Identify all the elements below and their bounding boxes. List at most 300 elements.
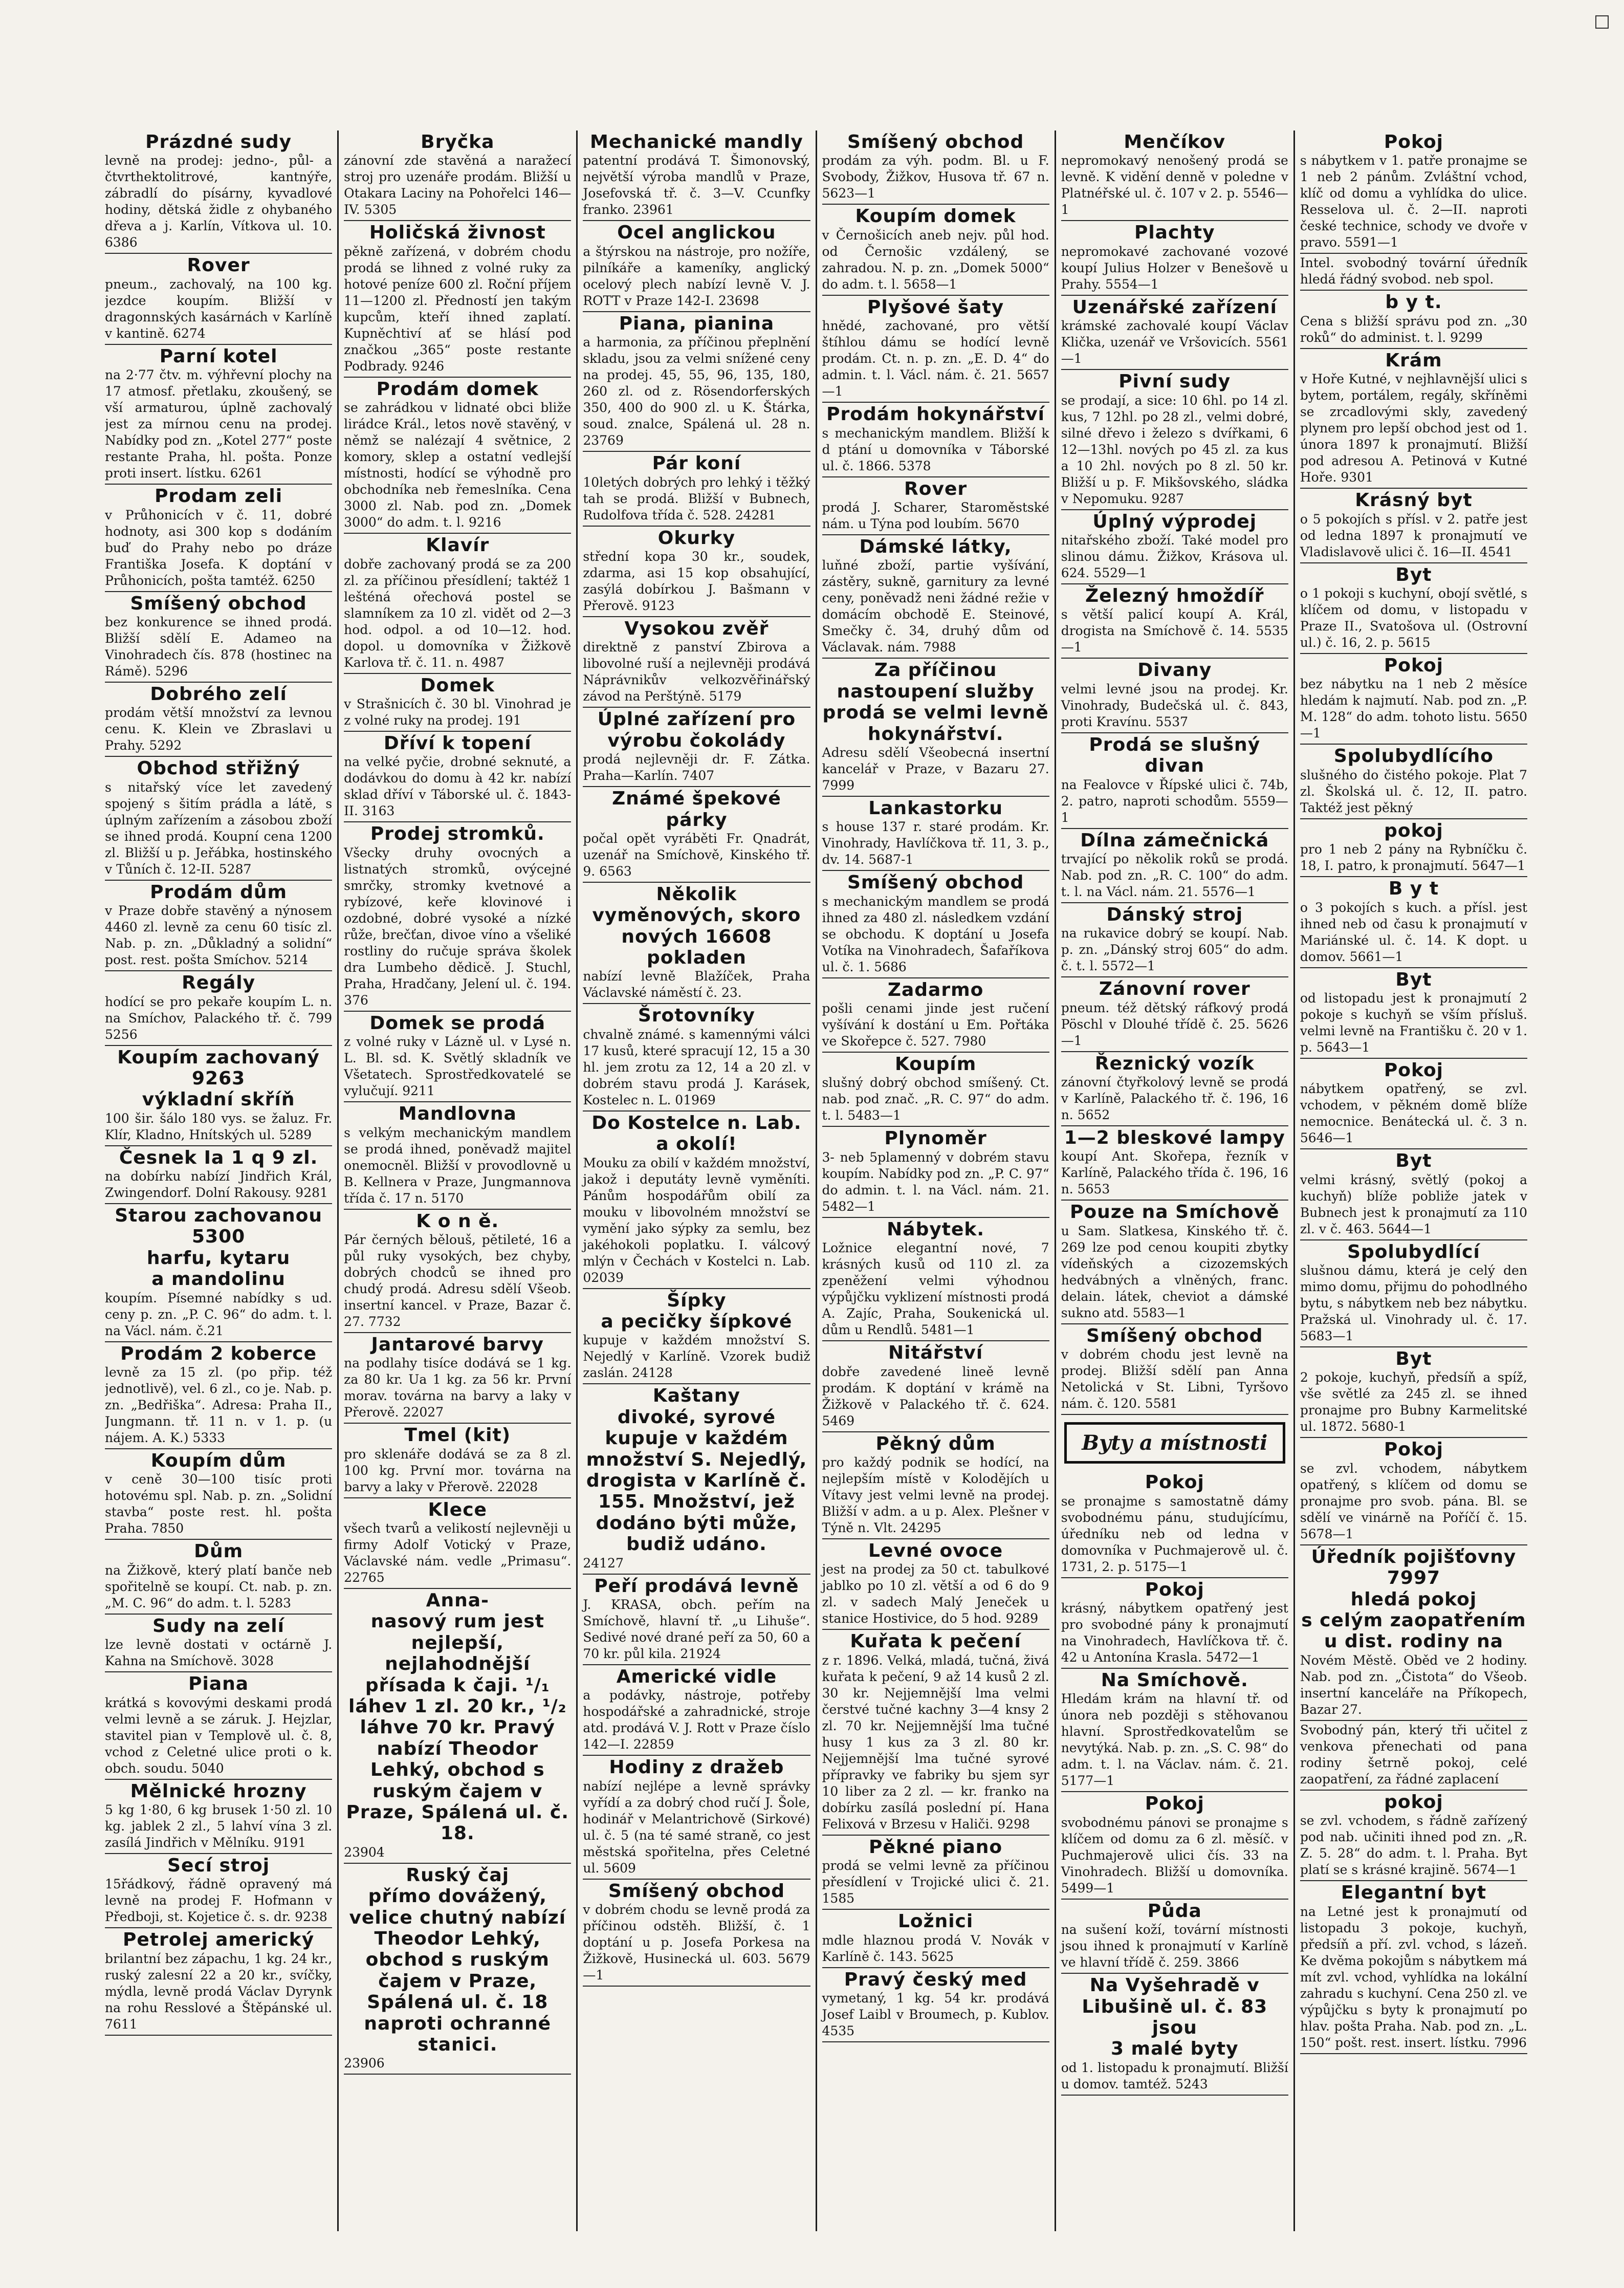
ad-heading: pokoj — [1384, 820, 1443, 841]
ad-body: levně na prodej: jedno-, půl- a čtvrthektolitrové, kantnýře, zábradlí do písárny, kyvadlové hodiny, dětská židle z ohybaného dřeva a j. Karlín, Vítkova ul. 10. 6386 — [105, 153, 333, 250]
ad-heading: Nábytek. — [887, 1218, 985, 1240]
ad-body: s nábytkem v 1. patře pronajme se 1 neb 2 pánům. Zvláštní vchod, klíč od domu a vyhlídka do ulice. Resselova ul. č. 2—II. naproti české technice, schody ve dvoře v pravo. 5591—1 — [1300, 153, 1528, 250]
ad-heading: B y t — [1388, 878, 1439, 900]
classified-ad — [1061, 296, 1288, 370]
classified-ad — [1061, 977, 1288, 1052]
ad-body: nabízí levně Blažíček, Praha Václavské náměstí č. 23. — [583, 969, 810, 1000]
classified-ad — [1300, 968, 1527, 1059]
ad-body: v Průhonicích v č. 11, dobré hodnoty, asi 300 kop s dodáním buď do Prahy nebo po dráze Františka Josefa. K doptání v Průhonicích, pošta tamtéž. 6250 — [105, 507, 333, 588]
ad-body: v ceně 30—100 tisíc proti hotovému spl. Nab. p. zn. „Solidní stavba“ poste rest. hl. pošta Praha. 7850 — [105, 1472, 333, 1536]
ad-heading: Železný hmoždíř — [1085, 585, 1264, 606]
classified-ad — [583, 527, 810, 617]
ad-body: krásný, nábytkem opatřený jest pro svobodné pány k pronajmutí na Vinohradech, Havlíčkova tř. č. 42 u Antonína Krasla. 5472—1 — [1061, 1601, 1288, 1665]
classified-ad — [344, 1864, 571, 2075]
ad-heading: Koupím domek — [855, 206, 1016, 227]
classified-ad — [583, 708, 810, 787]
ad-heading: Prodá se slušný divan — [1089, 734, 1261, 777]
ad-heading: Starou zachovanou 5300 harfu, kytaru a mandolinu — [115, 1205, 322, 1290]
classified-ad — [822, 659, 1049, 797]
ad-heading: Pěkný dům — [875, 1433, 996, 1454]
classified-ad — [1061, 221, 1288, 295]
classified-ad — [344, 534, 571, 673]
classified-ad — [1061, 1578, 1288, 1669]
ad-heading: Klavír — [426, 535, 490, 556]
classified-ad — [822, 1432, 1049, 1539]
ad-body: na velké pyčie, drobné seknuté, a dodávkou do domu à 42 kr. nabízí sklad dříví v Táborské ul. č. 1843-II. 3163 — [344, 754, 572, 819]
ad-body: pneum., zachovalý, na 100 kg. jezdce koupím. Bližší v dragonnských kasárnách v Karlíně v kantině. 6274 — [105, 276, 333, 341]
ad-heading: Prodám hokynářství — [826, 404, 1045, 425]
classified-ad — [1061, 659, 1288, 733]
ad-body: pro 1 neb 2 pány na Rybníčku č. 18, I. patro, k pronajmutí. 5647—1 — [1300, 842, 1528, 874]
classified-ad — [822, 1218, 1049, 1341]
classified-ad — [1061, 1900, 1288, 1974]
classified-ad — [1061, 1201, 1288, 1324]
ad-heading: Prodam zeli — [155, 486, 283, 507]
ad-heading: Mechanické mandly — [590, 132, 803, 152]
classified-ad — [1061, 1052, 1288, 1126]
ad-body: a podávky, nástroje, potřeby hospodářské a zahradnické, stroje atd. prodává V. J. Rott v Praze číslo 142—I. 22859 — [583, 1688, 810, 1752]
ad-heading: Šrotovníky — [638, 1005, 756, 1027]
ad-body: bez konkurence se ihned prodá. Bližší sdělí E. Adameo na Vinohradech čís. 878 (hostinec na Rámě). 5296 — [105, 614, 333, 679]
ad-body: svobodnému pánovi se pronajme s klíčem od domu za 6 zl. měsíč. v Puchmajerově ulici čís. 33 na Vinohradech. Bližší u domovníka. 5499—1 — [1061, 1815, 1288, 1895]
ad-heading: Krám — [1385, 350, 1442, 371]
ad-body: prodá nejlevněji dr. F. Zátka. Praha—Karlín. 7407 — [583, 752, 810, 783]
ad-heading: Pěkné piano — [869, 1836, 1003, 1858]
ad-body: 23904 — [344, 1844, 385, 1860]
classified-ad — [1061, 584, 1288, 659]
classified-ad — [1061, 1471, 1288, 1578]
ad-body: na Letné jest k pronajmutí od listopadu 3 pokoje, kuchyň, předsíň a pří. zvl. vchod, s lázeň. Ke dvěma pokojům s nábytkem má mít zvl. vchod, vyhlídka na lokální zahradu s kuchyní. Cena 250 zl. ve výpůjčku s byty k pronajmutí po hlav. pošta Praha. Nab. pod zn. „L. 150“ pošt. rest. insert. lístku. 7996 — [1300, 1904, 1528, 2050]
classified-ad — [822, 296, 1049, 403]
classified-ad — [583, 1880, 810, 1987]
classified-ad — [822, 1836, 1049, 1910]
ad-body: Intel. svobodný tovární úředník hledá řádný svobod. neb spol. — [1300, 255, 1528, 287]
ad-body: v Strašnicích č. 30 bl. Vinohrad je z volné ruky na prodej. 191 — [344, 696, 572, 728]
ad-body: se zvl. vchodem, nábytkem opatřený, s klíčem od domu se pronajme pro svob. pána. Bl. se sdělí ve vinárně na Poříčí č. 15. 5678—1 — [1300, 1461, 1528, 1541]
ad-heading: Vysokou zvěř — [624, 618, 769, 639]
ad-heading: Pouze na Smíchově — [1070, 1202, 1280, 1223]
ad-body: 5 kg 1·80, 6 kg brusek 1·50 zl. 10 kg. jablek 2 zl., 5 lahví vína 3 zl. zasílá Jindřich v Mělníku. 9191 — [105, 1802, 333, 1850]
ad-body: koupí Ant. Skořepa, řezník v Karlíně, Palackého třída č. 196, 16 n. 5653 — [1061, 1149, 1288, 1197]
ad-body: 2 pokoje, kuchyň, předsíň a spíž, vše světlé za 245 zl. se ihned pronajme pro Bubny Karmelitské ul. 1872. 5680-1 — [1300, 1370, 1528, 1434]
ad-body: pro sklenáře dodává se za 8 zl. 100 kg. První mor. továrna na barvy a laky v Přerově. 22028 — [344, 1446, 572, 1494]
ad-body: koupím. Písemné nabídky s ud. ceny p. zn. „P. C. 96“ do adm. t. l. na Václ. nám. č.21 — [105, 1290, 333, 1338]
classified-ad — [822, 1968, 1049, 2042]
ad-body: zánovní čtyřkolový levně se prodá v Karlíně, Palackého tř. č. 196, 16 n. 5652 — [1061, 1075, 1288, 1123]
ad-body: J. KRASA, obch. peřím na Smíchově, hlavní tř. „u Lihuše“. Sedivé nové drané peří za 50, 60 a 70 kr. půl kila. 21924 — [583, 1597, 810, 1661]
ad-heading: Úplné zařízení pro výrobu čokolády — [597, 709, 796, 751]
ad-heading: Americké vidle — [616, 1666, 777, 1687]
ad-body: brilantní bez zápachu, 1 kg. 24 kr., ruský zalesní 22 a 20 kr., svíčky, mýdla, levně prodá Václav Dyrynk na rohu Resslové a Štěpánské ul. 7611 — [105, 1951, 333, 2032]
ad-heading: Krásný byt — [1355, 490, 1473, 511]
ad-heading: Smíšený obchod — [847, 132, 1024, 152]
ad-heading: Pokoj — [1145, 1579, 1204, 1600]
ad-body: Mouku za obilí v každém množství, jakož i deputáty levně vyměníti. Pánům hospodářům obilí za mouku v libovolném množství se vymění jako sýpky za semlu, bez jakéhokoli poplatku. I. válcový mlýn v Čechách v Kostelci n. Lab. 02039 — [583, 1155, 810, 1285]
ad-heading: Pár koní — [652, 453, 741, 474]
ad-heading: Spolubydlícího — [1333, 746, 1494, 767]
ad-heading: Jantarové barvy — [371, 1334, 544, 1355]
classified-ad — [344, 1012, 571, 1102]
ad-body: a štýrskou na nástroje, pro nožíře, pilníkáře a kameníky, anglický ocelový plech nabízí levně V. J. ROTT v Praze 142-I. 23698 — [583, 244, 810, 308]
ad-body: nábytkem opatřený, se zvl. vchodem, v pěkném domě blíže nemocnice. Benátecká ul. č. 3 n. 5646—1 — [1300, 1081, 1528, 1146]
ad-heading: Pokoj — [1384, 132, 1444, 152]
classified-ad — [105, 757, 332, 880]
classified-ad — [344, 732, 571, 822]
ad-body: o 1 pokoji s kuchyní, obojí světlé, s klíčem od domu, v listopadu v Praze II., Svatošova ul. (Ostrovní ul.) č. 16, 2. p. 5615 — [1300, 585, 1528, 650]
ad-heading: K o n ě. — [416, 1210, 499, 1232]
ad-body: krámské zachovalé koupí Václav Klička, uzenář ve Vršovicích. 5561—1 — [1061, 318, 1288, 366]
ad-body: Svobodný pán, který tři učitel z venkova přenechati od pana rodiny šetrně pokoj, celé zaopatření, za řádné zaplacení — [1300, 1722, 1528, 1786]
ad-body: Hledám krám na hlavní tř. od února neb později s stěhovanou hlavní. Sprostředkovatelům se nevytýká. Nab. p. zn. „S. C. 98“ do adm. t. l. na Václav. nám. č. 21. 5177—1 — [1061, 1691, 1288, 1789]
ad-body: velmi levné jsou na prodej. Kr. Vinohrady, Budečská ul. č. 843, proti Kravínu. 5537 — [1061, 681, 1288, 729]
ad-body: v dobrém chodu jest levně na prodej. Bližší sdělí pan Anna Netolická v St. Libni, Tyršovo nám. č. 120. 5581 — [1061, 1347, 1288, 1411]
ad-body: se zahrádkou v lidnaté obci bliže lirádce Král., letos nově stavěný, v němž se nalézají 4 světnice, 2 komory, sklep a ostatní vedlejší místnosti, hodící se výhodně pro obchodníka neb řemeslníka. Cena 3000 zl. Nab. pod zn. „Domek 3000“ do adm. t. l. 9216 — [344, 400, 572, 530]
ad-body: na 2·77 čtv. m. výhřevní plochy na 17 atmosf. přetlaku, zkoušený, se vší armaturou, úplně zachovalý jest za mírnou cenu na prodej. Nabídky pod zn. „Kotel 277“ poste restante Praha, hl. pošta. Ponze proti insert. lístku. 6261 — [105, 367, 333, 481]
classified-ad — [1061, 370, 1288, 510]
classified-ad — [105, 1854, 332, 1928]
ad-heading: Několik vyměnových, skoro nových 16608 pokladen — [592, 883, 801, 969]
ad-heading: Byt — [1395, 1348, 1432, 1370]
ad-heading: Šípky a pecičky šípkové — [601, 1290, 793, 1333]
classified-ad — [344, 1210, 571, 1333]
ad-heading: 1—2 bleskové lampy — [1064, 1127, 1285, 1149]
ad-body: slušnou dámu, která je celý den mimo domu, přijmu do pohodlného bytu, s nábytkem neb bez nábytku. Pražská ul. Vinohrady ul. č. 17. 5683—1 — [1300, 1263, 1528, 1344]
ad-body: Adresu sdělí Všeobecná insertní kancelář v Praze, v Bazaru 27. 7999 — [822, 745, 1049, 793]
ad-body: 100 šir. šálo 180 vys. se žaluz. Fr. Klír, Kladno, Hnítských ul. 5289 — [105, 1110, 333, 1142]
ad-body: hnědé, zachované, pro větší štíhlou dámu se hodící levně prodám. Ct. n. p. zn. „E. D. 4“ do admin. t. l. Václ. nám. č. 21. 5657—1 — [822, 318, 1049, 399]
ad-body: slušného do čistého pokoje. Plat 7 zl. Školská ul. č. 12, II. patro. Taktéž jest pěkný — [1300, 767, 1528, 815]
ad-body: na podlahy tisíce dodává se 1 kg. za 80 kr. Ua 1 kg. za 56 kr. První morav. továrna na barvy a laky v Přerově. 22027 — [344, 1356, 572, 1420]
classified-ad — [583, 1575, 810, 1665]
classified-ad — [344, 1102, 571, 1209]
classified-ad — [1061, 1324, 1288, 1415]
ad-body: prodá se velmi levně za příčinou přesídlení v Trojické ulici č. 21. 1585 — [822, 1858, 1049, 1906]
classified-ad — [583, 312, 810, 452]
ad-heading: pokoj — [1384, 1791, 1443, 1813]
classified-ad — [583, 1004, 810, 1111]
classified-ad — [583, 1112, 810, 1289]
ad-body: 24127 — [583, 1555, 624, 1571]
ad-body: s velkým mechanickým mandlem se prodá ihned, poněvadž majitel onemocněl. Bližší v provodlovně u B. Kellnera v Praze, Jungmannova třída č. 17 n. 5170 — [344, 1125, 572, 1206]
ad-body: zánovní zde stavěná a naražecí stroj pro uzenáře prodám. Bližší u Otakara Laciny na Pohořelci 146—IV. 5305 — [344, 153, 572, 217]
ad-heading: Úředník pojišťovny 7997 hledá pokoj s celým zaopatřením u dist. rodiny na — [1301, 1546, 1526, 1652]
ad-body: trvající po několik roků se prodá. Nab. pod zn. „R. C. 100“ do adm. t. l. na Václ. nám. 21. 5576—1 — [1061, 851, 1288, 899]
ad-heading: Plachty — [1134, 222, 1215, 244]
section-banner: Byty a místnosti — [1064, 1422, 1285, 1464]
classified-ad — [105, 254, 332, 344]
ad-body: Ložnice elegantní nové, 7 krásných kusů od 110 zl. za zpeněžení velmi výhodnou výpůjčku vyklizení místnosti prodá A. Zajíc, Praha, Soukenická ul. dům u Rendlů. 5481—1 — [822, 1240, 1049, 1338]
ad-heading: Tmel (kit) — [404, 1425, 511, 1446]
ad-body: krátká s kovovými deskami prodá velmi levně a se záruk. J. Hejzlar, stavitel pian v Templově ul. č. 8, vchod z Celetné ulice proti o k. obch. soudu. 5040 — [105, 1695, 333, 1776]
ad-heading: Prodám dům — [150, 881, 288, 903]
ad-heading: Koupím dům — [150, 1450, 287, 1472]
ad-body: s nitařský více let zavedený spojený s šitím prádla a látě, s úplným zařízením a zásobou zboží se ihned prodá. Koupní cena 1200 zl. Bližší u p. Jeřábka, hostinského v Tůních č. 12-II. 5287 — [105, 779, 333, 877]
classified-ad — [1300, 130, 1527, 254]
classified-ad — [1300, 291, 1527, 348]
classified-ad — [583, 221, 810, 312]
ad-heading: Menčíkov — [1124, 132, 1226, 152]
ad-heading: Piana — [188, 1673, 249, 1695]
ad-body: bez nábytku na 1 neb 2 měsíce hledám k najmutí. Nab. pod zn. „P. M. 128“ do adm. tohoto listu. 5650—1 — [1300, 677, 1528, 741]
ad-heading: Levné ovoce — [868, 1540, 1003, 1562]
ad-body: od 1. listopadu k pronajmutí. Bližší u domov. tamtéž. 5243 — [1061, 2060, 1288, 2091]
classified-ad — [1300, 1721, 1527, 1791]
ad-heading: Divany — [1137, 660, 1212, 681]
ad-heading: Česnek Ia 1 q 9 zl. — [119, 1147, 318, 1168]
classified-ad — [822, 1910, 1049, 1968]
classified-ad — [105, 1046, 332, 1146]
classified-ad — [583, 883, 810, 1005]
classified-ad — [1300, 1240, 1527, 1347]
ad-body: Pár černých bělouš, pětileté, 16 a půl ruky vysokých, bez chyby, dobrých chodců se ihned pro chudý prodá. Adresu sdělí Všeob. insertní kancel. v Praze, Bazar č. 27. 7732 — [344, 1232, 572, 1329]
ad-heading: Koupím zachovaný 9263 výkladní skříň — [117, 1047, 320, 1110]
ad-body: luňné zboží, partie vyšívání, zástěry, sukně, garnitury za levné ceny, poněvadž neni žádné režie v domácím obchodě E. Steinové, Smečky č. 34, druhý dům od Václavak. nám. 7988 — [822, 558, 1049, 655]
classified-ad — [344, 1498, 571, 1589]
ad-heading: Parní kotel — [159, 345, 278, 367]
ad-heading: Pokoj — [1145, 1793, 1204, 1815]
ad-body: se prodají, a sice: 10 6hl. po 14 zl. kus, 7 12hl. po 28 zl., velmi dobré, silné dřevo i železo s dvířkami, 6 12—13hl. nových po 45 zl. za kus a 10 2hl. nových po 8 zl. 50 kr. Bližší u p. F. Mikšovského, sládka v Nepomuku. 9287 — [1061, 393, 1288, 506]
classified-ad — [1300, 1347, 1527, 1438]
classified-ad — [344, 221, 571, 377]
classified-ad — [1061, 1792, 1288, 1899]
ad-heading: Dánský stroj — [1106, 904, 1243, 925]
ad-heading: Půda — [1147, 1900, 1202, 1922]
ad-body: v Praze dobře stavěný a nýnosem 4460 zl. levně za cenu 60 tisíc zl. Nab. p. zn. „Důkladný a solidní“ post. rest. pošta Smíchov. 5214 — [105, 903, 333, 968]
ad-heading: Prodám 2 koberce — [120, 1343, 317, 1364]
classified-ad — [822, 477, 1049, 535]
ad-body: direktně z panství Zbirova a libovolné ruší a nejlevněji prodává Náprávnikův velkozvěřinářský závod na Perštýně. 5179 — [583, 640, 810, 704]
ad-body: se zvl. vchodem, s řádně zařízený pod nab. učiniti ihned pod zn. „R. Z. 5. 28“ do adm. t. l. Praha. Byt platí se s krásné krajině. 5674—1 — [1300, 1813, 1528, 1878]
ad-body: Novém Městě. Oběd ve 2 hodiny. Nab. pod zn. „Čistota“ do Všeob. insertní kanceláře na Příkopech, Bazar 27. — [1300, 1652, 1528, 1717]
ad-heading: Byt — [1395, 1150, 1432, 1172]
ad-heading: Klece — [428, 1499, 487, 1520]
ad-body: z r. 1896. Velká, mladá, tučná, živá kuřata k pečení, 9 až 14 kusů 2 zl. 30 kr. Nejjemnější lma velmi čerstvé tučné kachny 3—4 knsy 2 zl. 70 kr. Nejjemnější lma tučné husy 1 kus za 3 zl. 80 kr. Nejjemnější lma tučné syrové přípravky ve fabriky bu sjem syr 10 liber za 2 zl. — kr. franko na dobírku zasílá poslední pí. Hana Felixová v Brzesu v Haliči. 9298 — [822, 1652, 1049, 1832]
corner-registration-mark — [1595, 15, 1609, 29]
classified-column — [1295, 130, 1527, 2231]
ad-body: nitařského zboží. Také model pro slinou dámu. Žižkov, Krásova ul. 624. 5529—1 — [1061, 532, 1288, 580]
classified-ad — [105, 130, 332, 254]
ad-heading: Zadarmo — [887, 979, 984, 1000]
ad-body: velmi krásný, světlý (pokoj a kuchyň) blíže pobliže jatek v Bubnech jest k pronajmutí za 110 zl. v č. 463. 5644—1 — [1300, 1172, 1528, 1236]
ad-heading: Pravý český med — [844, 1969, 1027, 1990]
classified-ad — [105, 881, 332, 971]
ad-body: kupuje v každém množství S. Nejedlý v Karlíně. Vzorek budiž zaslán. 24128 — [583, 1333, 810, 1381]
ad-heading: Anna- nasový rum jest nejlepší, nejlahodnější přísada k čaji. ¹/₁ láhev 1 zl. 20 kr., ¹/₂ láhve 70 kr. Pravý nabízí Theodor Lehký, obchod s ruským čajem v Praze, Spálená ul. č. 18. — [346, 1590, 569, 1844]
classified-ad — [1061, 510, 1288, 584]
ad-heading: Domek se prodá — [369, 1012, 546, 1034]
ad-heading: Na Smíchově. — [1101, 1670, 1248, 1691]
ad-body: pošli cenami jinde jest ručení vyšívání k dostání u Em. Pořtáka ve Skořepce č. 527. 7980 — [822, 1001, 1049, 1049]
classified-ad — [105, 1928, 332, 2035]
ad-body: dobře zachovaný prodá se za 200 zl. za příčinou přesídlení; taktéž 1 lešténá ořechová postel se slamníkem za 10 zl. vidět od 2—3 hod. odpol. a od 10—12. hod. dopol. u domovníka v Žižkově Karlova tř. č. 11. n. 4987 — [344, 556, 572, 670]
ad-body: od listopadu jest k pronajmutí 2 pokoje s kuchyň se vším přísluš. velmi levně na Františku č. 20 v 1. p. 5643—1 — [1300, 990, 1528, 1055]
classified-ad — [105, 592, 332, 683]
classified-ad — [1061, 130, 1288, 221]
ad-heading: Byt — [1395, 564, 1432, 585]
classified-ad — [1300, 349, 1527, 489]
ad-body: levně za 15 zl. (po přip. též jednotlivě), vel. 6 zl., co je. Nab. p. zn. „Bedřiška“. Adresa: Praha II., Jungmann. tř. 11 n. v 1. p. (u nájem. A. K.) 5333 — [105, 1365, 333, 1446]
classified-ad — [583, 1665, 810, 1756]
ad-heading: Smíšený obchod — [1086, 1325, 1263, 1346]
ad-body: o 5 pokojích s přísl. v 2. patře jest od ledna 1897 k pronajmutí ve Vladislavově ulici č. 16—II. 4541 — [1300, 511, 1528, 559]
ad-body: pro každý podnik se hodící, na nejlepším místě v Kolodějích u Vítavy jest velmi levně na prodej. Bližší v adm. a u p. Alex. Plešner v Týně n. Vlt. 24295 — [822, 1455, 1049, 1536]
ad-heading: b y t. — [1385, 292, 1442, 313]
ad-heading: Dobrého zelí — [150, 683, 287, 705]
classified-ad — [822, 978, 1049, 1053]
classified-ad — [1300, 489, 1527, 563]
classified-ad — [1300, 745, 1527, 819]
ad-heading: Ruský čaj přímo dovážený, velice chutný nabízí Theodor Lehký, obchod s ruským čajem v Praze, Spálená ul. č. 18 naproti ochranné stanici. — [349, 1864, 566, 2055]
ad-body: lze levně dostati v octárně J. Kahna na Smíchově. 3028 — [105, 1637, 333, 1669]
classified-ad — [1300, 1149, 1527, 1240]
classified-ad — [344, 1589, 571, 1864]
ad-heading: Regály — [182, 972, 256, 994]
ad-heading: Dílna zámečnická — [1080, 830, 1269, 851]
classified-ad — [105, 971, 332, 1045]
ad-heading: Pokoj — [1384, 1439, 1444, 1461]
ad-body: všech tvarů a velikostí nejlevněji u firmy Adolf Votický v Praze, Václavské nám. vedle „Primasu“. 22765 — [344, 1521, 572, 1585]
ad-body: a harmonia, za příčinou přeplnění skladu, jsou za velmi snížené ceny na prodej. 45, 55, 96, 135, 180, 260 zl. od z. Rösendorferských 350, 400 do 900 zl. u K. Štárka, soud. znalce, Spálená ul. 28 n. 23769 — [583, 335, 810, 448]
classified-ad — [105, 1449, 332, 1540]
ad-body: v dobrém chodu se levně prodá za příčinou odstěh. Bližší, č. 1 doptání u p. Josefa Porkesa na Žižkově, Husinecká ul. 603. 5679—1 — [583, 1902, 810, 1983]
ad-heading: Dámské látky, — [859, 536, 1012, 557]
ad-heading: Elegantní byt — [1341, 1882, 1487, 1904]
ad-heading: Domek — [420, 674, 495, 696]
ad-body: v Hoře Kutné, v nejhlavnější ulici s bytem, portálem, regály, skříněmi se zrcadlovými skly, zavedený plynem pro lepší obchod jest od 1. února 1897 k pronajmutí. Bližší pod adresou A. Petinová v Kutné Hoře. 9301 — [1300, 372, 1528, 485]
ad-body: 23906 — [344, 2056, 385, 2071]
ad-heading: Obchod střižný — [137, 758, 300, 779]
classified-ad — [822, 1630, 1049, 1835]
classified-ad — [105, 485, 332, 592]
ad-body: nabízí nejlépe a levně správky vyřídí a za dobrý chod ručí J. Šole, hodinář v Melantrichově (Sirkové) ul. č. 5 (na té samé straně, co jest městská spořitelna, přes Celetné ul. 5609 — [583, 1778, 810, 1876]
classified-ad — [1300, 1438, 1527, 1545]
classified-ad — [822, 205, 1049, 295]
ad-heading: Kuřata k pečení — [850, 1631, 1021, 1652]
ad-body: na Žižkově, který platí banče neb spořitelně se koupí. Ct. nab. p. zn. „M. C. 96“ do adm. t. l. 5283 — [105, 1562, 333, 1610]
ad-heading: Spolubydlící — [1347, 1241, 1480, 1262]
classified-ad — [1300, 1059, 1527, 1149]
ad-body: pneum. též dětský ráfkový prodá Pöschl v Dlouhé třídě č. 25. 5626—1 — [1061, 1000, 1288, 1048]
ad-body: s house 137 r. staré prodám. Kr. Vinohrady, Havlíčkova tř. 11, 3. p., dv. 14. 5687-1 — [822, 819, 1049, 867]
ad-heading: Řeznický vozík — [1094, 1053, 1255, 1074]
ad-body: počal opět vyráběti Fr. Qnadrát, uzenář na Smíchově, Kinského tř. 9. 6563 — [583, 831, 810, 879]
classified-ad — [822, 1539, 1049, 1630]
ad-body: patentní prodává T. Šimonovský, největší výroba mandlů v Praze, Josefovská tř. č. 3—V. Ccunfky franko. 23961 — [583, 153, 810, 217]
ad-heading: Byt — [1395, 969, 1432, 990]
ad-body: Cena s bližší správu pod zn. „30 roků“ do administ. t. l. 9299 — [1300, 313, 1528, 345]
classified-ad — [1061, 1126, 1288, 1201]
classified-column — [817, 130, 1056, 2231]
ad-heading: Úplný výprodej — [1092, 511, 1257, 532]
classified-ad — [1061, 1669, 1288, 1792]
ad-body: pěkně zařízená, v dobrém chodu prodá se lihned z volné ruky za hotové peníze 600 zl. Roční příjem 11—1200 zl. Předností jen takým kupcům, kteří ihned zaplatí. Kupněchtiví ať se hlásí pod značkou „365“ poste restante Podbrady. 9246 — [344, 244, 572, 374]
classified-ad — [1061, 829, 1288, 903]
ad-heading: Rover — [187, 255, 250, 276]
classified-ad — [822, 130, 1049, 205]
classified-ad — [105, 1342, 332, 1449]
classified-ad — [344, 1424, 571, 1498]
ad-body: na dobírku nabízí Jindřich Král, Zwingendorf. Dolní Rakousy. 9281 — [105, 1169, 333, 1201]
classified-ad — [344, 130, 571, 221]
ad-heading: Pokoj — [1145, 1472, 1204, 1493]
ad-body: jest na prodej za 50 ct. tabulkové jablko po 10 zl. větší a od 6 do 9 zl. v sadech Malý Jeneček u stanice Hostivice, do 5 hod. 9289 — [822, 1562, 1049, 1626]
classified-ad — [583, 1756, 810, 1879]
ad-body: s větší palicí koupí A. Král, drogista na Smíchově č. 14. 5535—1 — [1061, 607, 1288, 655]
ad-heading: Na Vyšehradě v Libušině ul. č. 83 jsou 3 malé byty — [1082, 1975, 1268, 2060]
ad-body: prodám za výh. podm. Bl. u F. Svobody, Žižkov, Husova tř. 67 n. 5623—1 — [822, 153, 1049, 201]
ad-body: vymetaný, 1 kg. 54 kr. prodává Josef Laibl v Broumech, p. Kublov. 4535 — [822, 1990, 1049, 2038]
classified-column — [339, 130, 578, 2231]
ad-heading: Okurky — [657, 527, 736, 549]
ad-heading: Hodiny z dražeb — [609, 1757, 784, 1778]
ad-heading: Známé špekové párky — [612, 788, 781, 831]
classified-ad — [583, 452, 810, 526]
classified-ad — [1300, 819, 1527, 877]
classified-ad — [105, 1146, 332, 1204]
ad-body: v Černošicích aneb nejv. půl hod. od Černošic vzdálený, se zahradou. N. p. zn. „Domek 5000“ do adm. t. l. 5658—1 — [822, 227, 1049, 292]
classified-ad — [105, 1540, 332, 1614]
classified-ad — [1061, 1974, 1288, 2096]
classified-ad — [583, 1384, 810, 1574]
classified-ad — [822, 1127, 1049, 1217]
ad-heading: Pivní sudy — [1118, 371, 1231, 393]
ad-body: se pronajme s samostatně dámy svobodnému pánu, studujícímu, úředníku neb od ledna v domovníka v Puchmajerově ul. č. 1731, 2. p. 5175—1 — [1061, 1493, 1288, 1574]
classified-ad — [583, 617, 810, 708]
ad-body: prodá J. Scharer, Staroměstské nám. u Týna pod loubím. 5670 — [822, 499, 1049, 531]
classified-ad — [583, 130, 810, 221]
ad-body: chvalně známé. s kamennými válci 17 kusů, které spracují 12, 15 a 30 hl. jem zrotu za 12, 14 a 20 zl. v dobrém stavu prodá J. Karásek, Kostelec n. L. 01969 — [583, 1027, 810, 1107]
ad-heading: Pokoj — [1384, 1059, 1444, 1081]
classified-ad — [105, 1780, 332, 1854]
ad-body: s mechanickým mandlem. Bližší k d ptání u domovníka v Táborské ul. č. 1866. 5378 — [822, 425, 1049, 473]
classified-ad — [344, 822, 571, 1011]
ad-heading: Secí stroj — [167, 1855, 270, 1876]
classified-ad — [1300, 1545, 1527, 1721]
classified-ad — [344, 378, 571, 534]
classified-ad — [1300, 654, 1527, 745]
ad-body: hodící se pro pekaře koupím L. n. na Smíchov, Palackého tř. č. 799 5256 — [105, 994, 333, 1042]
ad-heading: Nitářství — [888, 1342, 983, 1364]
ad-body: prodám větší množství za levnou cenu. K. Klein ve Zbraslavi u Prahy. 5292 — [105, 705, 333, 753]
classified-ad — [344, 1333, 571, 1424]
ad-heading: Holičská živnost — [369, 222, 546, 244]
classified-ad — [583, 787, 810, 883]
classified-ad — [1061, 733, 1288, 829]
classified-ad — [105, 1204, 332, 1342]
ad-heading: Pokoj — [1384, 655, 1444, 676]
ad-body: z volné ruky v Lázně ul. v Lysé n. L. Bl. sd. K. Světlý skladník ve Všetatech. Sprostředkovatelé se vylučují. 9211 — [344, 1034, 572, 1099]
ad-body: Všecky druhy ovocných a listnatých stromků, ovýcejné smrčky, stromky kvetnové a rybízové, keře klovinové i ozdobné, dobré vysoké a nízké růže, brečťan, divoe víno a všeliké rostliny do ručuje správa školek dra Lumbeho dědicě. J. Stuchl, Praha, Hradčany, Jelení ul. č. 194. 376 — [344, 845, 572, 1008]
ad-heading: Petrolej americký — [122, 1929, 315, 1951]
classified-ad — [583, 1289, 810, 1385]
ad-heading: Prodám domek — [376, 378, 539, 400]
ad-body: 15řádkový, řádně opravený má levně na prodej F. Hofmann v Předboji, st. Kojetice č. s. dr. 9238 — [105, 1877, 333, 1925]
ad-body: 3- neb 5plamenný v dobrém stavu koupím. Nabídky pod zn. „P. C. 97“ do admin. t. l. na Václ. nám. 21. 5482—1 — [822, 1149, 1049, 1214]
ad-heading: Uzenářské zařízení — [1072, 296, 1277, 318]
classified-ad — [822, 1341, 1049, 1432]
ad-body: nepromokavý nenošený prodá se levně. K vidění denně v poledne v Platnéřské ul. č. 107 v 2. p. 5546—1 — [1061, 153, 1288, 217]
classified-ad — [1300, 1881, 1527, 2054]
classified-ad — [1300, 254, 1527, 291]
ad-heading: Mělnické hrozny — [130, 1780, 307, 1802]
ad-heading: Za příčinou nastoupení služby prodá se velmi levně hokynářství. — [822, 660, 1049, 745]
ad-body: střední kopa 30 kr., soudek, zdarma, asi 15 kop obsahující, zasýlá dobírkou J. Bašmann v Přerově. 9123 — [583, 549, 810, 613]
ad-heading: Smíšený obchod — [608, 1880, 785, 1902]
ad-body: mdle hlaznou prodá V. Novák v Karlíně č. 143. 5625 — [822, 1932, 1049, 1964]
ad-heading: Prázdné sudy — [145, 132, 292, 152]
ad-heading: Bryčka — [421, 132, 495, 152]
ad-body: o 3 pokojích s kuch. a přísl. jest ihned neb od času k pronajmutí v Mariánské ul. č. 14. K dopt. u domov. 5661—1 — [1300, 900, 1528, 964]
